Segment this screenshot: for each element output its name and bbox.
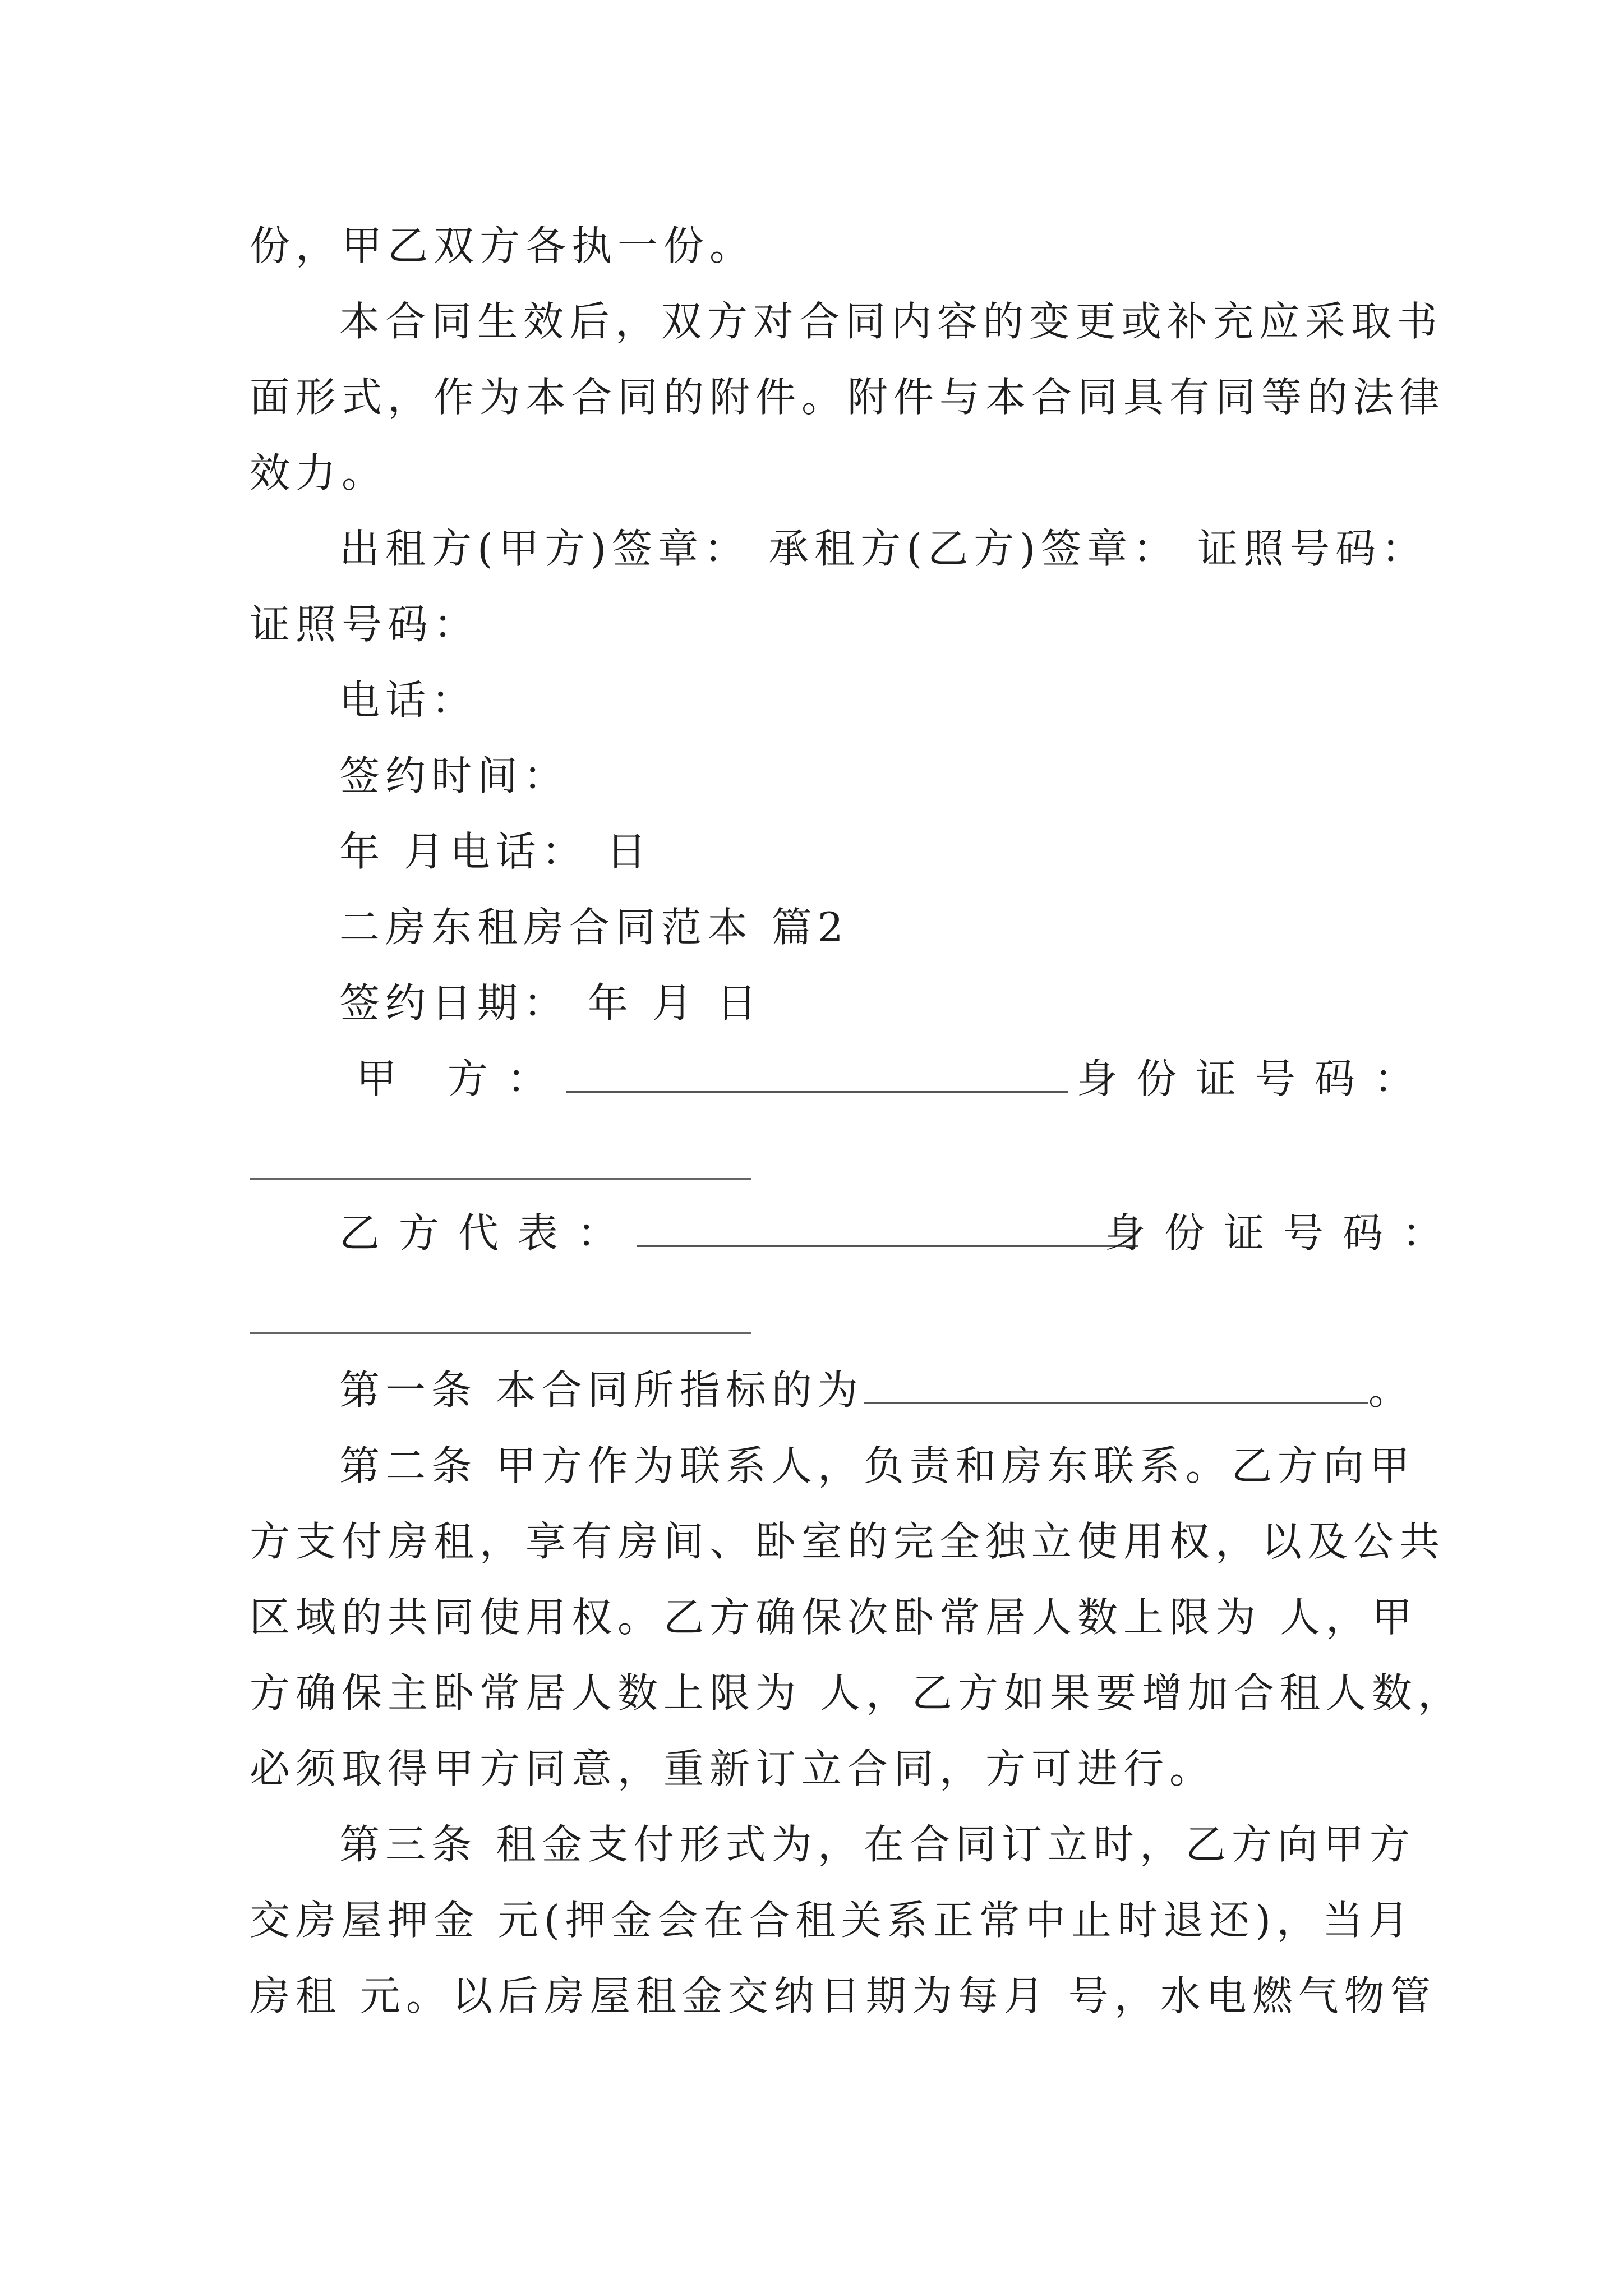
party-a-label: 甲 方： bbox=[356, 1055, 566, 1102]
party-b-line bbox=[339, 1208, 1138, 1258]
party-a-line bbox=[356, 1053, 1068, 1104]
party-b-label: 乙方代表： bbox=[339, 1209, 637, 1257]
party-a-id-blank bbox=[250, 1178, 751, 1180]
paragraph-line: 面形式，作为本合同的附件。附件与本合同具有同等的法律 bbox=[250, 374, 1446, 421]
article-2-line: 必须取得甲方同意，重新订立合同，方可进行。 bbox=[250, 1745, 1216, 1792]
date-phone-line: 年 月电话： 日 bbox=[339, 828, 652, 875]
article-3-line: 交房屋押金 元(押金会在合租关系正常中止时退还)，当月 bbox=[250, 1897, 1415, 1944]
phone-label: 电话： bbox=[339, 677, 478, 724]
article-1-blank bbox=[864, 1368, 1368, 1404]
article-1-line bbox=[339, 1365, 1414, 1415]
section-heading: 二房东租房合同范本 篇2 bbox=[339, 904, 849, 951]
article-2-line: 方支付房租，享有房间、卧室的完全独立使用权，以及公共 bbox=[250, 1518, 1446, 1565]
party-a-id-label: 身份证号码： bbox=[1077, 1055, 1434, 1102]
article-1-period: 。 bbox=[1368, 1366, 1414, 1414]
signature-line: 出租方(甲方)签章： 承租方(乙方)签章： 证照号码： bbox=[339, 525, 1428, 572]
paragraph-line: 效力。 bbox=[250, 449, 388, 496]
article-2-line: 第二条 甲方作为联系人，负责和房东联系。乙方向甲 bbox=[339, 1442, 1415, 1489]
party-b-id-label: 身份证号码： bbox=[1105, 1209, 1462, 1257]
sign-time-label: 签约时间： bbox=[339, 752, 570, 799]
article-2-line: 区域的共同使用权。乙方确保次卧常居人数上限为 人，甲 bbox=[250, 1594, 1418, 1641]
party-b-blank bbox=[637, 1211, 1138, 1247]
article-1-text: 第一条 本合同所指标的为 bbox=[339, 1366, 864, 1414]
party-b-id-blank bbox=[250, 1332, 751, 1334]
article-3-line: 第三条 租金支付形式为，在合同订立时，乙方向甲方 bbox=[339, 1821, 1415, 1868]
article-2-line: 方确保主卧常居人数上限为 人，乙方如果要增加合租人数， bbox=[250, 1669, 1464, 1717]
signature-line: 证照号码： bbox=[250, 601, 480, 648]
article-3-line: 房租 元。以后房屋租金交纳日期为每月 号，水电燃气物管 bbox=[250, 1972, 1436, 2019]
paragraph-line: 本合同生效后，双方对合同内容的变更或补充应采取书 bbox=[339, 298, 1444, 345]
sign-date-line: 签约日期： 年 月 日 bbox=[339, 979, 763, 1027]
paragraph-line: 份，甲乙双方各执一份。 bbox=[250, 222, 756, 269]
party-a-blank bbox=[566, 1056, 1068, 1093]
